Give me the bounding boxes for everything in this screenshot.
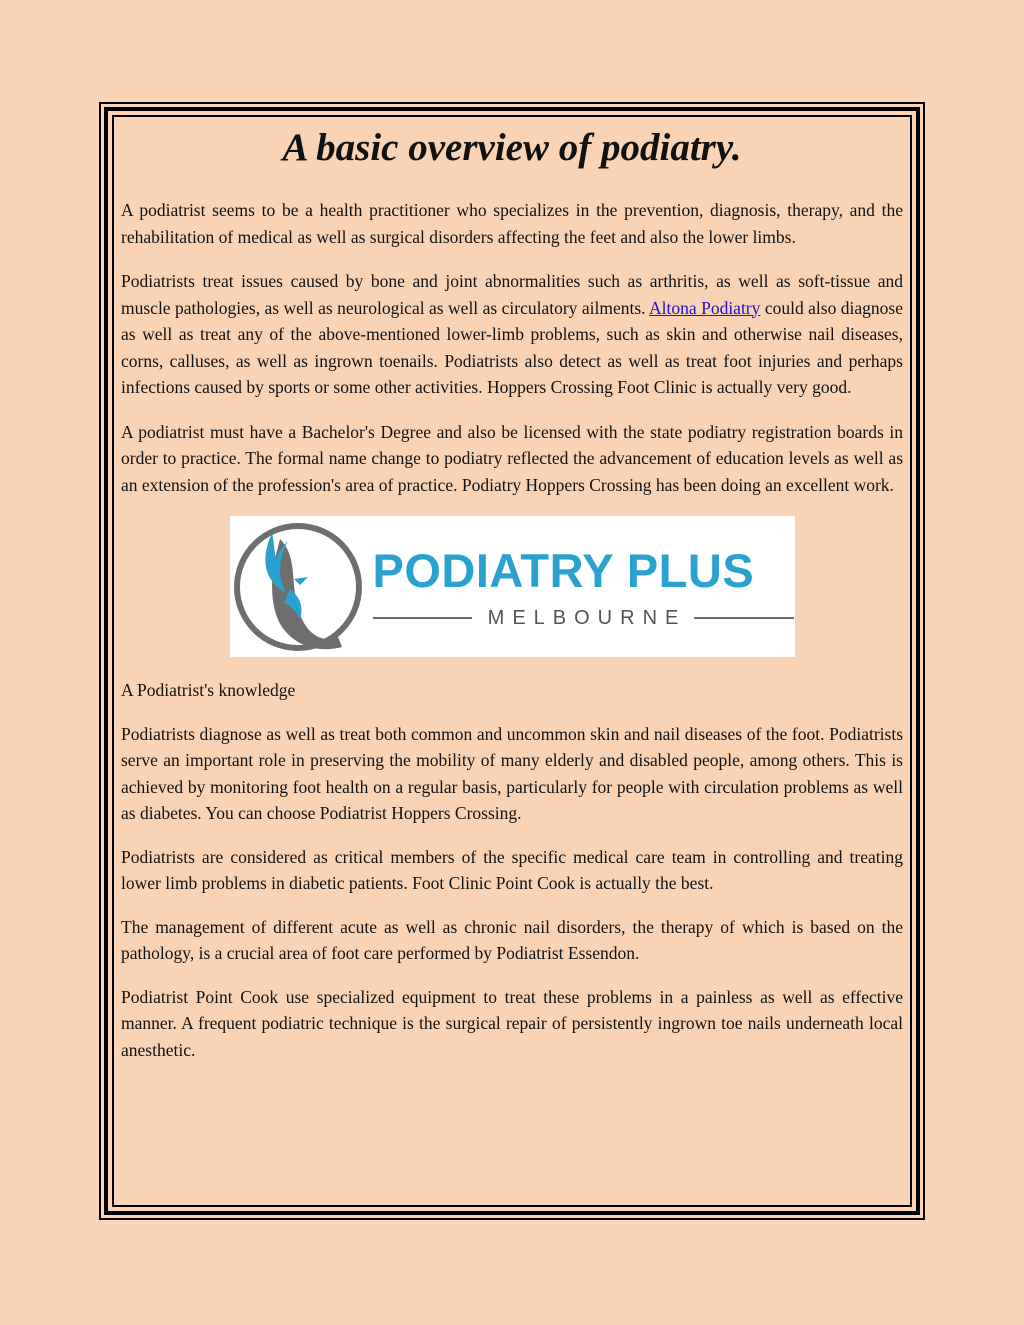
logo-container	[121, 516, 903, 657]
paragraph-treatments	[121, 268, 903, 401]
paragraph-equipment: Podiatrist Point Cook use specialized equipment to treat these problems in a painless as well as effective manner. A frequent podiatric technique is the surgical repair of persistently ingrown toe nails underneath local anesthetic.	[121, 986, 903, 1060]
winged-foot-icon	[230, 519, 366, 655]
paragraph-diagnose: Podiatrists diagnose as well as treat both common and uncommon skin and nail diseases of the foot. Podiatrists serve an important role in preserving the mobility of many elderly and disabled people, among others. This is achieved by monitoring foot health on a regular basis, particularly for people with circulation problems as well as diabetes. You can choose Podiatrist Hoppers Crossing.	[121, 723, 903, 823]
paragraph-treatments-text-2: could also diagnose as well as treat any of the above-mentioned lower-limb problems, such as skin and otherwise nail diseases, corns, calluses, as well as ingrown toenails. Podiatrists also detect as well as treat foot injuries and perhaps infections caused by sports or some other activities. Hoppers Crossing Foot Clinic is actually very good.	[121, 297, 903, 397]
paragraph-qualifications: A podiatrist must have a Bachelor's Degree and also be licensed with the state podiatry registration boards in order to practice. The formal name change to podiatry reflected the advancement of education levels as well as an extension of the profession's area of practice. Podiatry Hoppers Crossing has been doing an excellent work.	[121, 421, 903, 495]
logo-divider-right	[694, 617, 793, 619]
podiatry-plus-logo	[230, 516, 795, 657]
document-body	[121, 120, 903, 1063]
paragraph-treatments-text-1: Podiatrists treat issues caused by bone and joint abnormalities such as arthritis, as well as soft-tissue and muscle pathologies, as well as neurological as well as circulatory ailments.	[121, 271, 903, 318]
logo-title: PODIATRY PLUS	[372, 544, 755, 597]
paragraph-diabetic-care: Podiatrists are considered as critical members of the specific medical care team in controlling and treating lower limb problems in diabetic patients. Foot Clinic Point Cook is actually the best.	[121, 846, 903, 893]
logo-subtitle: MELBOURNE	[487, 606, 687, 629]
paragraph-nail-disorders: The management of different acute as well as chronic nail disorders, the therapy of which is based on the pathology, is a crucial area of foot care performed by Podiatrist Essendon.	[121, 916, 903, 963]
section-heading-knowledge: A Podiatrist's knowledge	[121, 680, 296, 700]
paragraph-intro: A podiatrist seems to be a health practitioner who specializes in the prevention, diagnosis, therapy, and the rehabilitation of medical as well as surgical disorders affecting the feet and also the lower limbs.	[121, 200, 903, 247]
document-title: A basic overview of podiatry.	[282, 126, 742, 169]
logo-subtitle-row	[373, 604, 794, 632]
altona-podiatry-link[interactable]: Altona Podiatry	[649, 297, 761, 318]
logo-divider-left	[373, 617, 472, 619]
